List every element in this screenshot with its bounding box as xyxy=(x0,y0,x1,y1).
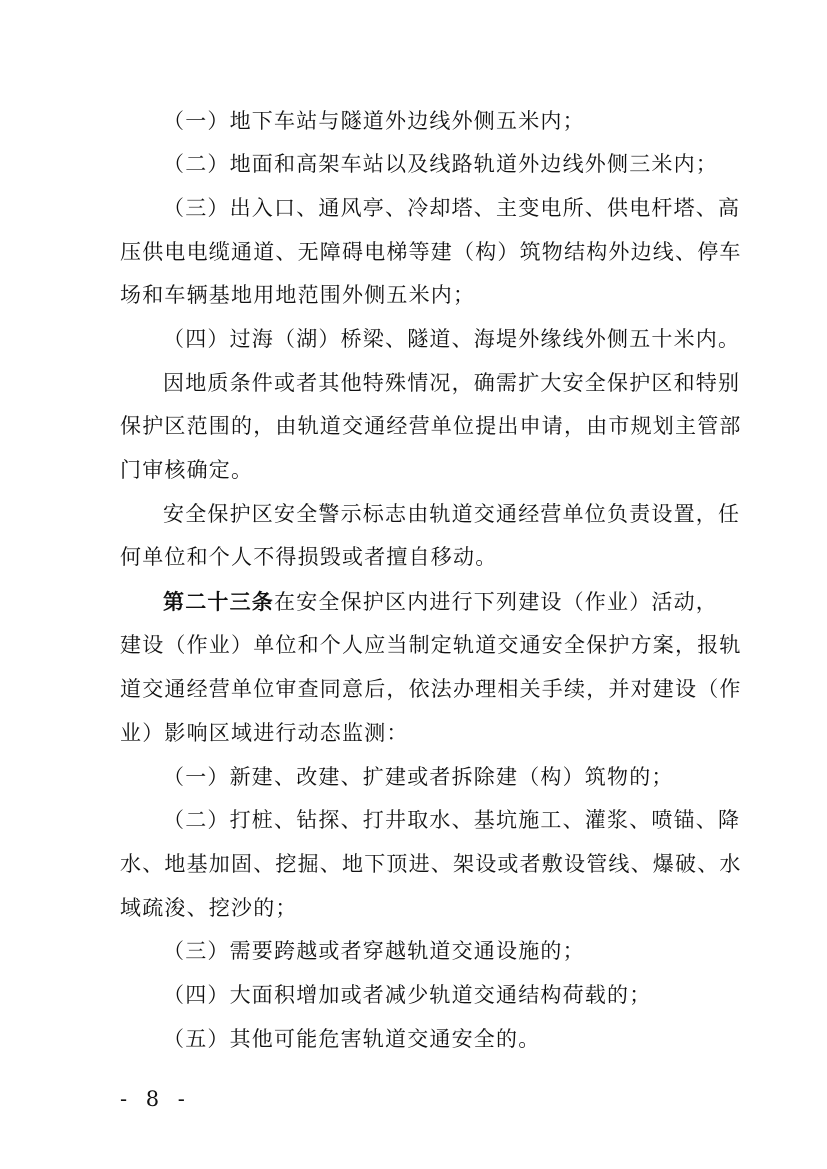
article-23-intro-text: 在安全保护区内进行下列建设（作业）活动， xyxy=(274,590,718,614)
paragraph-line: （一）地下车站与隧道外边线外侧五米内； xyxy=(163,109,585,133)
paragraph-line: 因地质条件或者其他特殊情况，确需扩大安全保护区和特别 xyxy=(163,371,741,395)
paragraph-line: （二）打桩、钻探、打井取水、基坑施工、灌浆、喷锚、降 xyxy=(163,808,741,832)
paragraph-line: （四）过海（湖）桥梁、隧道、海堤外缘线外侧五十米内。 xyxy=(163,327,741,351)
paragraph-line: 道交通经营单位审查同意后，依法办理相关手续，并对建设（作 xyxy=(120,677,742,701)
paragraph-line: （二）地面和高架车站以及线路轨道外边线外侧三米内； xyxy=(163,152,718,176)
paragraph-line: 压供电电缆通道、无障碍电梯等建（构）筑物结构外边线、停车 xyxy=(120,240,742,264)
paragraph-line: （四）大面积增加或者减少轨道交通结构荷载的； xyxy=(163,983,652,1007)
paragraph-line: （五）其他可能危害轨道交通安全的。 xyxy=(163,1027,541,1051)
paragraph-line: 安全保护区安全警示标志由轨道交通经营单位负责设置，任 xyxy=(163,502,741,526)
article-23-first-line xyxy=(163,588,718,616)
paragraph-line: 建设（作业）单位和个人应当制定轨道交通安全保护方案，报轨 xyxy=(120,633,742,657)
paragraph-line: 何单位和个人不得损毁或者擅自移动。 xyxy=(120,545,498,569)
paragraph-line: 域疏浚、挖沙的； xyxy=(120,896,298,920)
paragraph-line: （三）出入口、通风亭、冷却塔、主变电所、供电杆塔、高 xyxy=(163,196,741,220)
paragraph-line: 场和车辆基地用地范围外侧五米内； xyxy=(120,283,476,307)
paragraph-line: （三）需要跨越或者穿越轨道交通设施的； xyxy=(163,939,585,963)
paragraph-line: 业）影响区域进行动态监测： xyxy=(120,721,409,745)
paragraph-line: 门审核确定。 xyxy=(120,458,254,482)
paragraph-line: 水、地基加固、挖掘、地下顶进、架设或者敷设管线、爆破、水 xyxy=(120,852,742,876)
paragraph-line: （一）新建、改建、扩建或者拆除建（构）筑物的； xyxy=(163,765,674,789)
page-number: - 8 - xyxy=(120,1087,191,1111)
article-heading: 第二十三条 xyxy=(163,589,274,614)
paragraph-line: 保护区范围的，由轨道交通经营单位提出申请，由市规划主管部 xyxy=(120,414,742,438)
